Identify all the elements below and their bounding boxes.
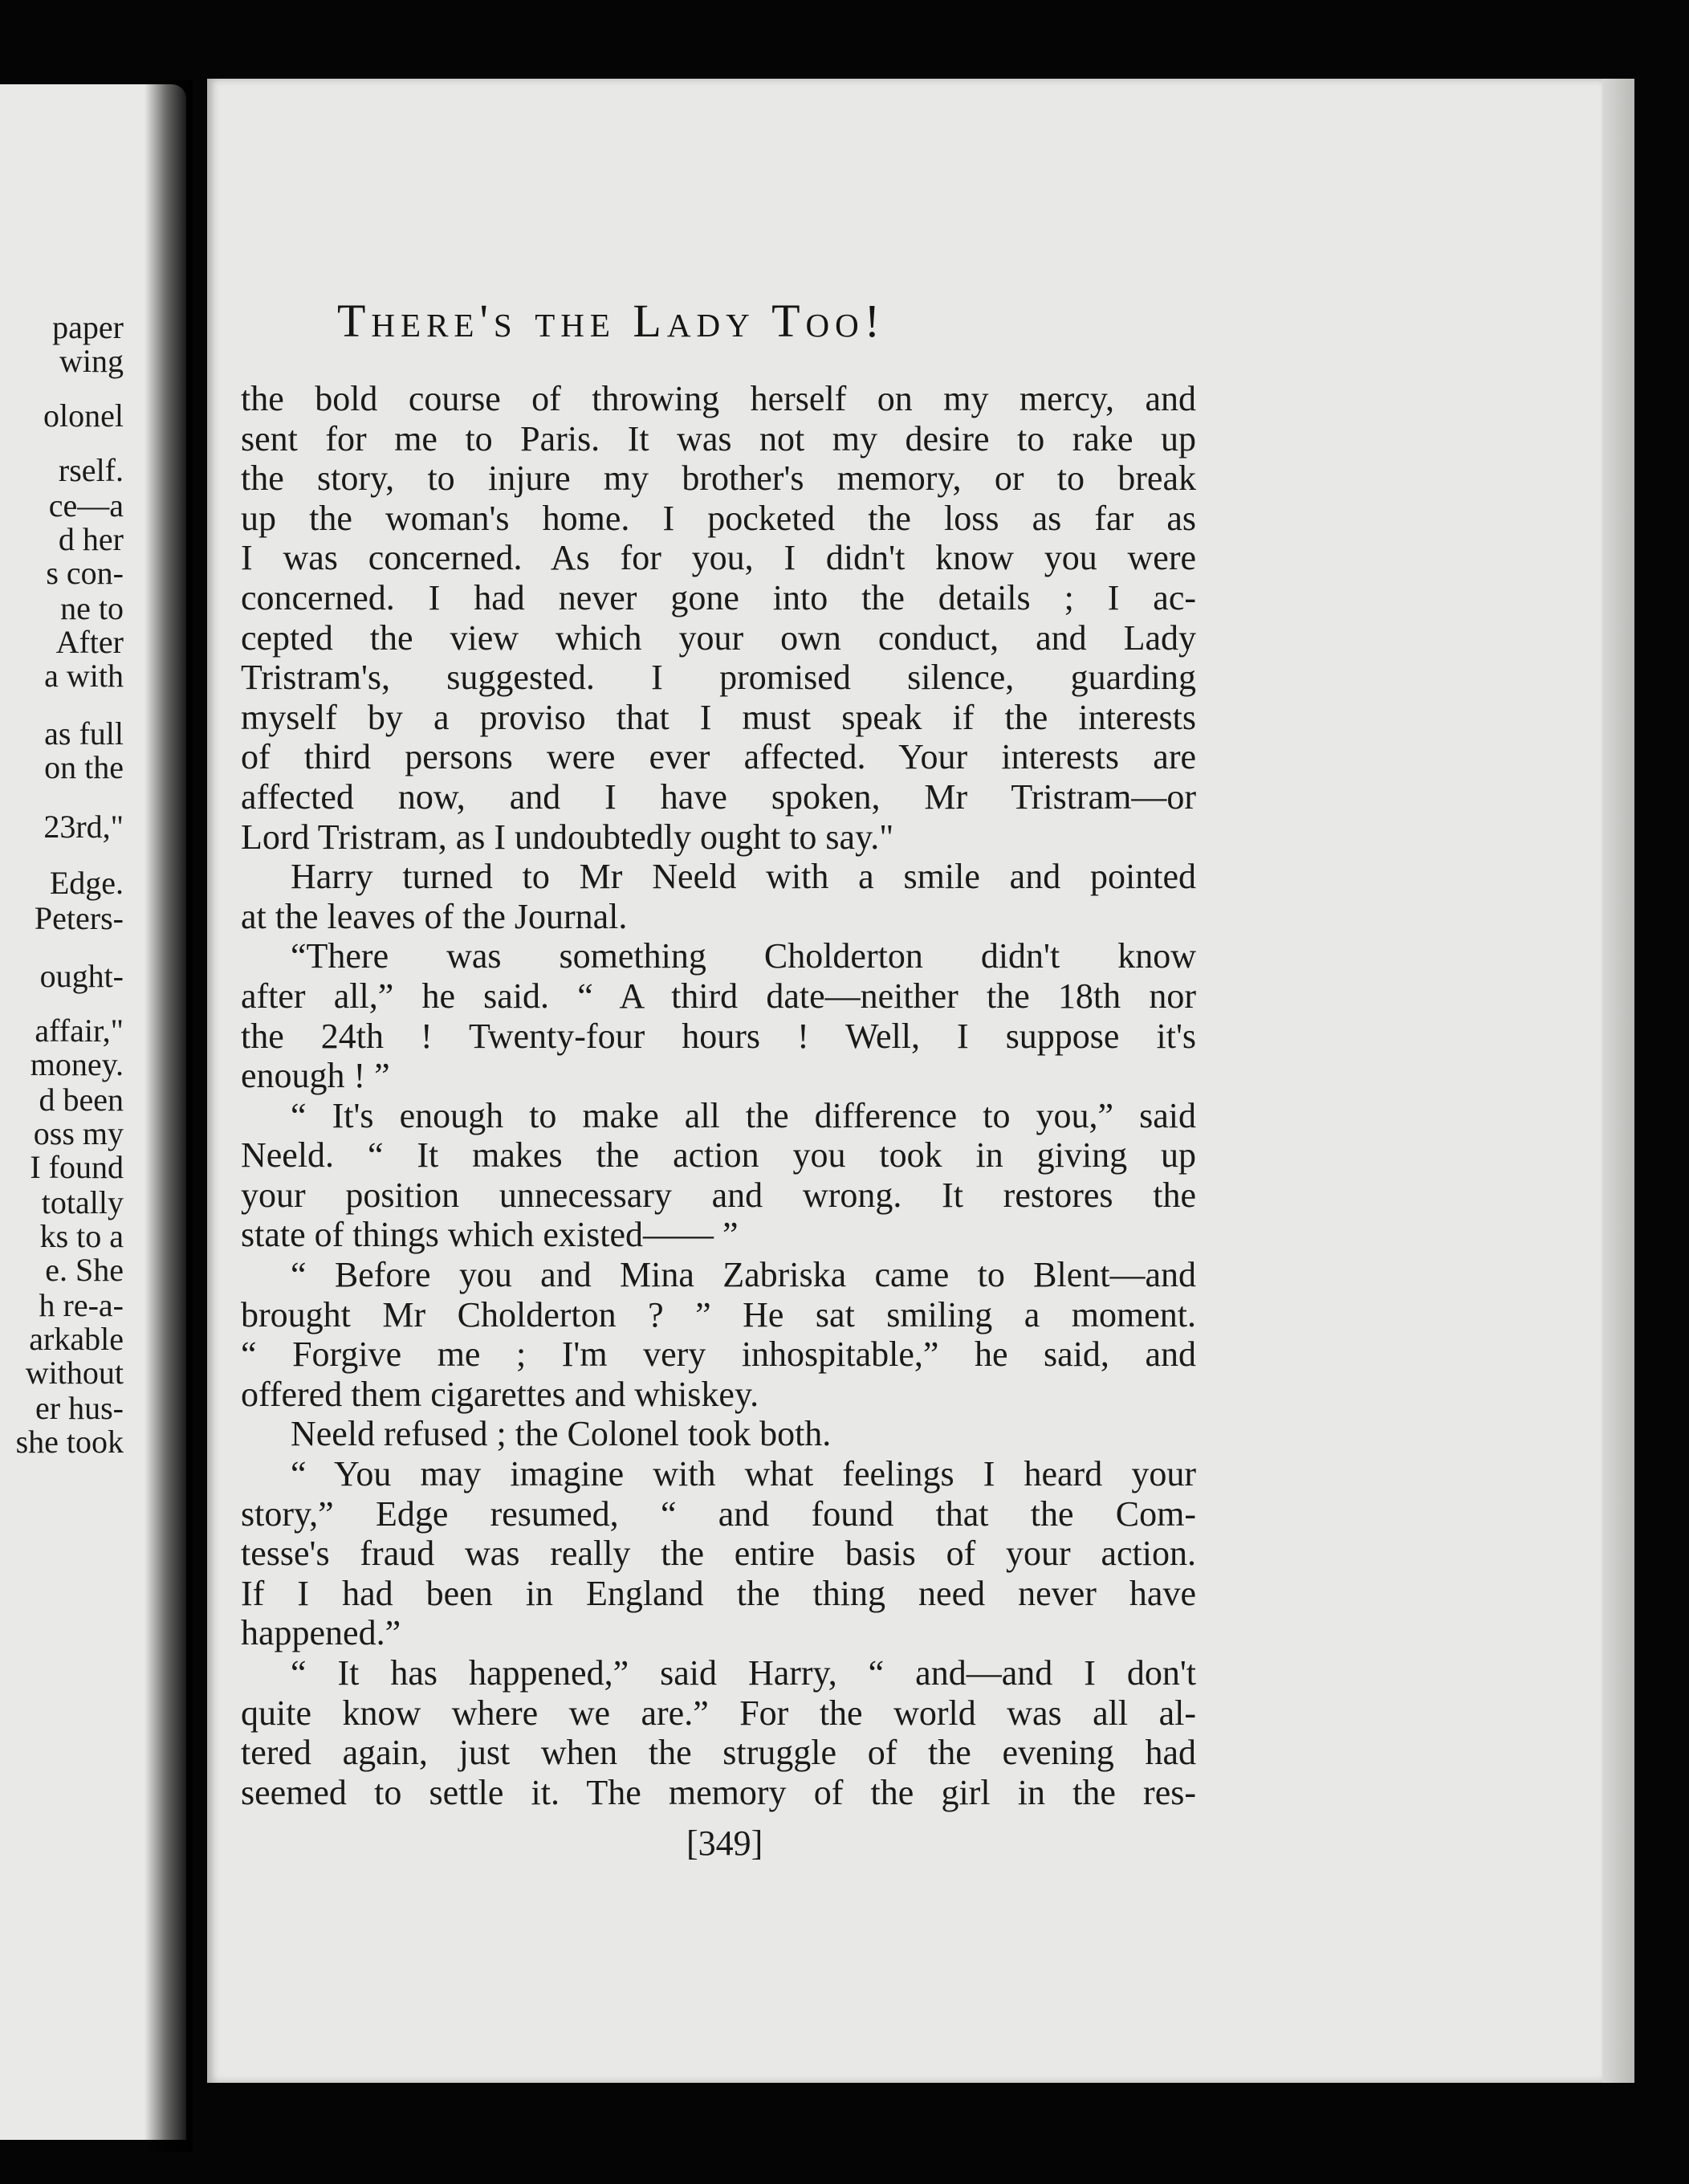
text-line: Neeld refused ; the Colonel took both.	[291, 1414, 832, 1454]
text-line: concerned. I had never gone into the details ; I ac-	[241, 577, 1196, 617]
facing-page-line: s con-	[46, 555, 124, 591]
text-line: “ It's enough to make all the difference to you,” said	[291, 1095, 1196, 1135]
text-line: affected now, and I have spoken, Mr Tristram—or	[241, 776, 1196, 817]
facing-page-line: h re-a-	[39, 1287, 124, 1323]
facing-page-line: olonel	[43, 397, 124, 434]
text-line: up the woman's home. I pocketed the loss as far as	[241, 498, 1196, 538]
facing-page-line: ce—a	[48, 487, 124, 524]
text-line: your position unnecessary and wrong. It restores the	[241, 1175, 1196, 1215]
text-line: enough ! ”	[241, 1056, 390, 1096]
facing-page-line: paper	[52, 309, 124, 345]
facing-page-line: er hus-	[35, 1390, 124, 1426]
text-line: offered them cigarettes and whiskey.	[241, 1374, 759, 1414]
text-line: cepted the view which your own conduct, and Lady	[241, 617, 1196, 658]
facing-page-line: money.	[30, 1046, 124, 1082]
text-line: happened.”	[241, 1613, 401, 1653]
text-line: the story, to injure my brother's memory, or to break	[241, 458, 1196, 499]
facing-page-line: arkable	[29, 1321, 124, 1357]
text-line: Neeld. “ It makes the action you took in giving up	[241, 1135, 1196, 1176]
facing-page-line: wing	[59, 343, 124, 379]
facing-page-line: oss my	[33, 1115, 124, 1151]
text-line: story,” Edge resumed, “ and found that the Com-	[241, 1493, 1196, 1534]
text-line: “ Before you and Mina Zabriska came to Blent—and	[291, 1255, 1196, 1295]
facing-page-line: without	[25, 1355, 124, 1391]
facing-page-line: totally	[41, 1184, 124, 1220]
facing-page-line: Edge.	[49, 865, 124, 901]
facing-page-line: 23rd,"	[43, 809, 124, 845]
text-line: If I had been in England the thing need never have	[241, 1573, 1196, 1613]
binding-gutter	[144, 80, 193, 2152]
facing-page-line: Peters-	[34, 900, 124, 936]
text-line: myself by a proviso that I must speak if the interests	[241, 697, 1196, 737]
facing-page-line: d been	[39, 1082, 124, 1118]
running-head: There's the Lady Too!	[337, 295, 886, 347]
facing-page-line: on the	[44, 749, 124, 785]
facing-page-line: as full	[44, 715, 124, 752]
facing-page-line: ks to a	[39, 1218, 124, 1254]
text-line: Tristram's, suggested. I promised silence, guarding	[241, 658, 1196, 698]
text-line: sent for me to Paris. It was not my desire to rake up	[241, 418, 1196, 458]
facing-page-line: ne to	[60, 590, 124, 626]
facing-page-line: rself.	[58, 452, 124, 488]
text-line: “ You may imagine with what feelings I heard your	[291, 1454, 1196, 1494]
facing-page-line: ought-	[39, 958, 124, 994]
page-body	[241, 379, 1196, 1812]
page-number: [349]	[686, 1823, 763, 1863]
facing-page-line: affair,"	[35, 1013, 124, 1049]
text-line: state of things which existed—— ”	[241, 1215, 739, 1255]
text-line: “There was something Cholderton didn't know	[291, 936, 1196, 976]
facing-page-line: e. She	[45, 1252, 124, 1288]
text-line: Lord Tristram, as I undoubtedly ought to say."	[241, 817, 894, 857]
text-line: Harry turned to Mr Neeld with a smile and pointed	[291, 857, 1196, 897]
facing-page-line: d her	[58, 521, 124, 557]
facing-page-line: a with	[44, 658, 124, 694]
text-line: “ It has happened,” said Harry, “ and—and I don't	[291, 1653, 1196, 1693]
text-line: brought Mr Cholderton ? ” He sat smiling a moment.	[241, 1294, 1196, 1334]
text-line: at the leaves of the Journal.	[241, 896, 628, 936]
page-edge	[1602, 79, 1634, 2083]
facing-page-line: she took	[15, 1424, 124, 1460]
text-line: of third persons were ever affected. Your interests are	[241, 737, 1196, 777]
text-line: I was concerned. As for you, I didn't know you were	[241, 538, 1196, 578]
facing-page-line: After	[55, 624, 124, 660]
text-line: quite know where we are.” For the world was all al-	[241, 1693, 1196, 1733]
text-line: tered again, just when the struggle of the evening had	[241, 1733, 1196, 1773]
text-line: the 24th ! Twenty-four hours ! Well, I suppose it's	[241, 1016, 1196, 1056]
text-line: “ Forgive me ; I'm very inhospitable,” he said, and	[241, 1334, 1196, 1375]
facing-page-line: I found	[30, 1149, 124, 1185]
text-line: after all,” he said. “ A third date—neither the 18th nor	[241, 976, 1196, 1016]
text-line: seemed to settle it. The memory of the girl in the res-	[241, 1772, 1196, 1812]
text-line: the bold course of throwing herself on my mercy, and	[241, 379, 1196, 418]
text-line: tesse's fraud was really the entire basis of your action.	[241, 1534, 1196, 1574]
